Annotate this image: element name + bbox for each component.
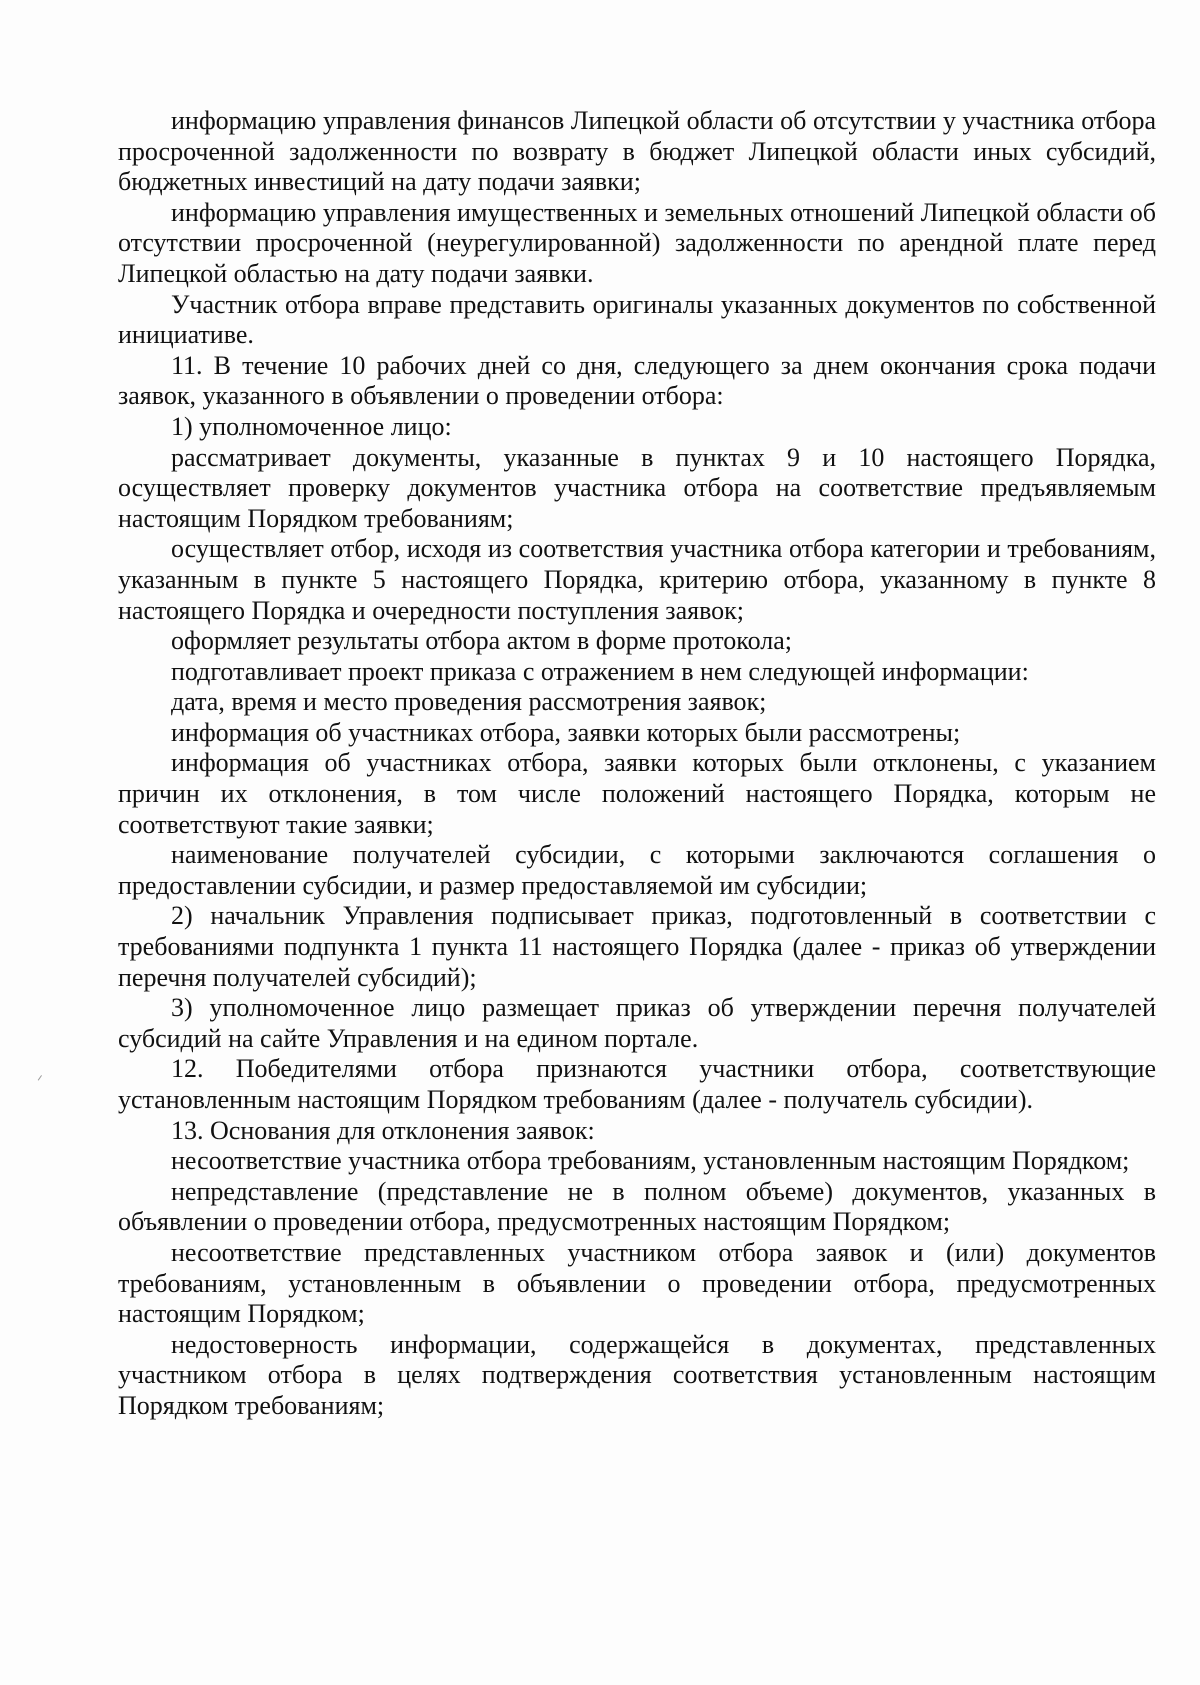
- paragraph-subitem-3: 3) уполномоченное лицо размещает приказ об утверждении перечня получателей субсидий на сайте Управления и на едином портале.: [118, 993, 1156, 1053]
- paragraph-property-info: информацию управления имущественных и земельных отношений Липецкой области об отсутствии просроченной (неурегулированной) задолженности по арендной плате перед Липецкой областью на дату подачи заявки.: [118, 197, 1156, 288]
- paragraph-date-time-place: дата, время и место проведения рассмотрения заявок;: [171, 687, 767, 717]
- paragraph-rejection-false-info: недостоверность информации, содержащейся в документах, представленных участником отбора в целях подтверждения соответствия установленным настоящим Порядком требованиям;: [118, 1329, 1156, 1420]
- paragraph-performs-selection: осуществляет отбор, исходя из соответствия участника отбора категории и требованиям, указанным в пункте 5 настоящего Порядка, критерию отбора, указанному в пункте 8 настоящего Порядка и очередности поступления заявок;: [118, 534, 1156, 625]
- paragraph-subitem-1: 1) уполномоченное лицо:: [171, 411, 452, 441]
- document-body: [118, 106, 1156, 1422]
- paragraph-protocol: оформляет результаты отбора актом в форме протокола;: [171, 626, 793, 656]
- paragraph-rejection-noncompliance: несоответствие участника отбора требованиям, установленным настоящим Порядком;: [171, 1146, 1130, 1176]
- paragraph-item-11: 11. В течение 10 рабочих дней со дня, следующего за днем окончания срока подачи заявок, указанного в объявлении о проведении отбора:: [118, 350, 1156, 411]
- paragraph-recipients-names: наименование получателей субсидии, с которыми заключаются соглашения о предоставлении субсидии, и размер предоставляемой им субсидии;: [118, 840, 1156, 900]
- paragraph-reviewed-applicants: информация об участниках отбора, заявки которых были рассмотрены;: [171, 717, 961, 747]
- scan-artifact-mark: [38, 1075, 46, 1083]
- paragraph-item-13: 13. Основания для отклонения заявок:: [171, 1115, 595, 1145]
- paragraph-rejected-applicants: информация об участниках отбора, заявки которых были отклонены, с указанием причин их отклонения, в том числе положений настоящего Порядка, которым не соответствуют такие заявки;: [118, 748, 1156, 839]
- paragraph-subitem-2: 2) начальник Управления подписывает приказ, подготовленный в соответствии с требованиями подпункта 1 пункта 11 настоящего Порядка (далее - приказ об утверждении перечня получателей субсидий);: [118, 901, 1156, 992]
- paragraph-rejection-missing-docs: непредставление (представление не в полном объеме) документов, указанных в объявлении о проведении отбора, предусмотренных настоящим Порядком;: [118, 1176, 1156, 1237]
- paragraph-draft-order: подготавливает проект приказа с отражением в нем следующей информации:: [171, 656, 1029, 686]
- paragraph-item-12: 12. Победителями отбора признаются участники отбора, соответствующие установленным настоящим Порядком требованиям (далее - получатель субсидии).: [118, 1054, 1156, 1114]
- paragraph-originals-right: Участник отбора вправе представить оригиналы указанных документов по собственной инициативе.: [118, 289, 1156, 350]
- paragraph-rejection-requirements: несоответствие представленных участником отбора заявок и (или) документов требованиям, установленным в объявлении о проведении отбора, предусмотренных настоящим Порядком;: [118, 1237, 1156, 1329]
- paragraph-finance-info: информацию управления финансов Липецкой области об отсутствии у участника отбора просроченной задолженности по возврату в бюджет Липецкой области иных субсидий, бюджетных инвестиций на дату подачи заявки;: [118, 106, 1156, 197]
- paragraph-reviews-documents: рассматривает документы, указанные в пунктах 9 и 10 настоящего Порядка, осуществляет проверку документов участника отбора на соответствие предъявляемым настоящим Порядком требованиям;: [118, 442, 1156, 533]
